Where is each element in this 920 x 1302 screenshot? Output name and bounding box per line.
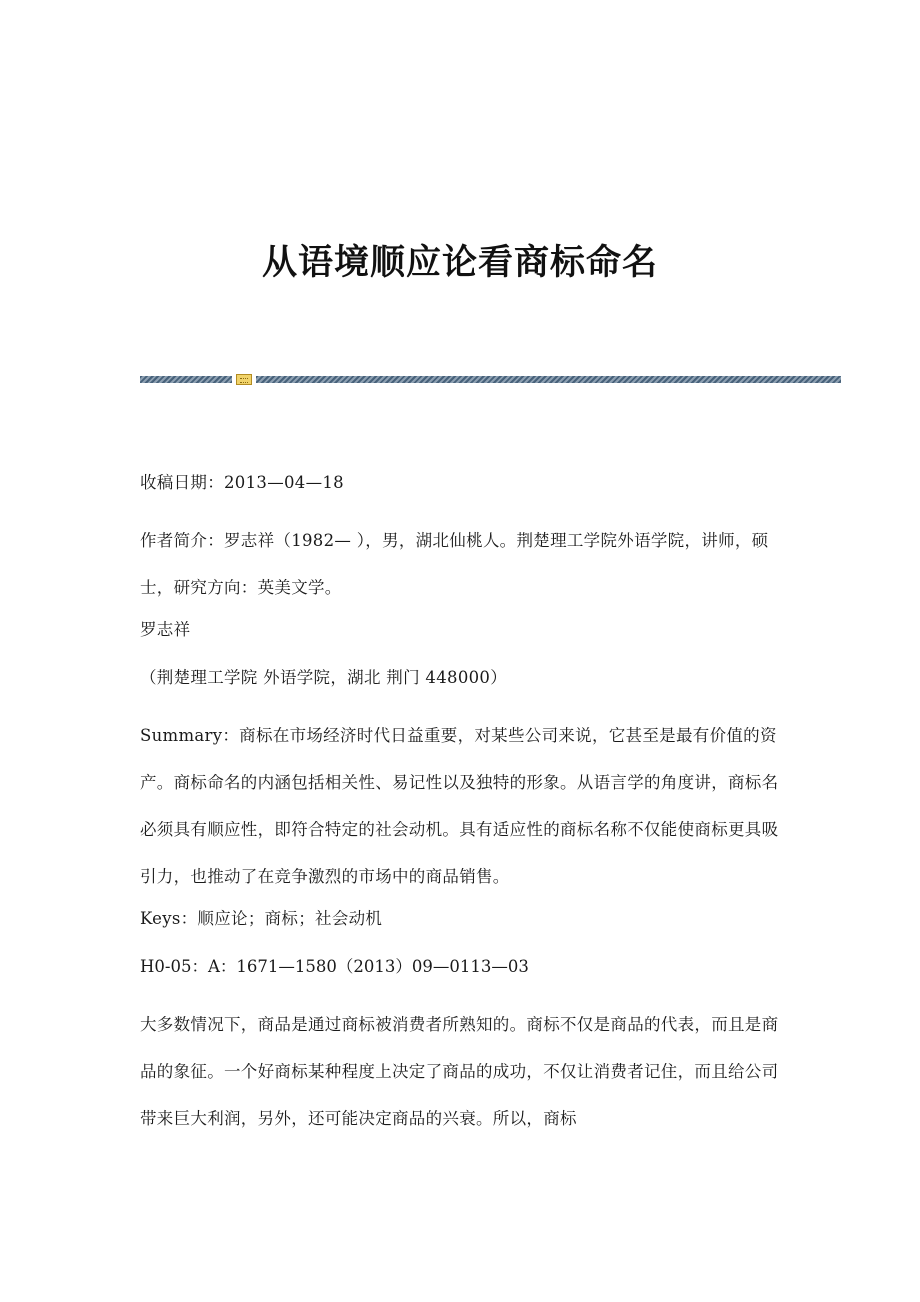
document-body xyxy=(140,469,780,1142)
author-bio: 作者简介：罗志祥（1982— ），男，湖北仙桃人。荆楚理工学院外语学院，讲师，硕士，研究方向：英美文学。 xyxy=(140,531,769,597)
received-date: 收稿日期：2013—04—18 xyxy=(140,473,344,492)
divider-ornament-icon xyxy=(236,374,252,385)
summary-paragraph: Summary：商标在市场经济时代日益重要，对某些公司来说，它甚至是最有价值的资产。商标命名的内涵包括相关性、易记性以及独特的形象。从语言学的角度讲，商标名必须具有顺应性，即符合特定的社会动机。具有适应性的商标名称不仅能使商标更具吸引力，也推动了在竞争激烈的市场中的商品销售。 xyxy=(140,726,779,886)
title-divider xyxy=(140,374,841,385)
divider-bar-left xyxy=(140,376,232,383)
body-paragraph: 大多数情况下，商品是通过商标被消费者所熟知的。商标不仅是商品的代表，而且是商品的象征。一个好商标某种程度上决定了商品的成功，不仅让消费者记住，而且给公司带来巨大利润，另外，还可能决定商品的兴衰。所以，商标 xyxy=(140,1015,779,1128)
classification-code: H0-05：A：1671—1580（2013）09—0113—03 xyxy=(140,957,529,976)
author-name: 罗志祥 xyxy=(140,620,191,639)
divider-bar-right xyxy=(256,376,841,383)
author-affiliation: （荆楚理工学院 外语学院，湖北 荆门 448000） xyxy=(140,668,508,687)
document-title: 从语境顺应论看商标命名 xyxy=(261,242,658,284)
keywords: Keys：顺应论；商标；社会动机 xyxy=(140,909,383,928)
